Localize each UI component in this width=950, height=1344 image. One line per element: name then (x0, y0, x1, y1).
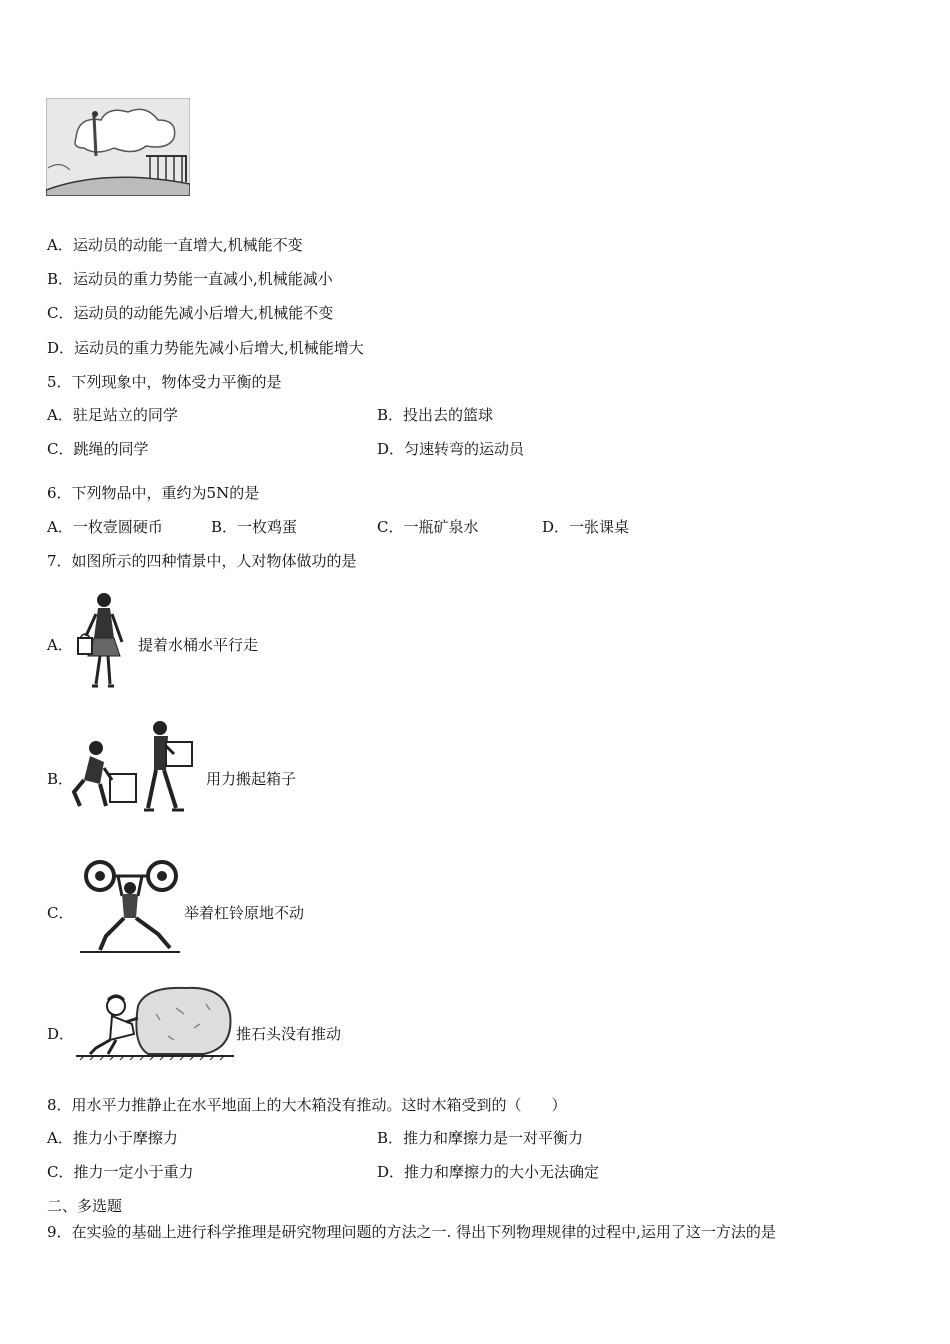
person-lifting-box-figure (70, 718, 200, 812)
q4-option-a: A．运动员的动能一直增大,机械能不变 (47, 236, 303, 254)
q7-option-a-letter: A． (47, 636, 73, 654)
q6-option-d: D．一张课桌 (542, 518, 630, 536)
q5-stem: 5．下列现象中，物体受力平衡的是 (47, 373, 282, 391)
q8-option-a: A．推力小于摩擦力 (47, 1129, 178, 1147)
q6-stem: 6．下列物品中，重约为5N的是 (47, 484, 260, 502)
person-carrying-bucket-figure (76, 590, 132, 690)
q7-option-a-caption: 提着水桶水平行走 (138, 636, 259, 654)
q8-option-d: D．推力和摩擦力的大小无法确定 (377, 1163, 600, 1181)
q8-option-c: C．推力一定小于重力 (47, 1163, 194, 1181)
q6-option-a: A．一枚壹圆硬币 (47, 518, 163, 536)
q5-option-d: D．匀速转弯的运动员 (377, 440, 525, 458)
q7-option-b-caption: 用力搬起箱子 (206, 770, 297, 788)
section-title: 二、多选题 (47, 1197, 123, 1215)
q4-option-c: C．运动员的动能先减小后增大,机械能不变 (47, 304, 334, 322)
q7-option-b-letter: B． (47, 770, 74, 788)
q7-option-d-caption: 推石头没有推动 (236, 1025, 342, 1043)
q8-option-b: B．推力和摩擦力是一对平衡力 (377, 1129, 584, 1147)
q6-option-b: B．一枚鸡蛋 (211, 518, 298, 536)
q5-option-c: C．跳绳的同学 (47, 440, 149, 458)
q7-option-c-caption: 举着杠铃原地不动 (184, 904, 305, 922)
q4-option-d: D．运动员的重力势能先减小后增大,机械能增大 (47, 339, 364, 357)
q9-stem: 9．在实验的基础上进行科学推理是研究物理问题的方法之一. 得出下列物理规律的过程中,运用了这一方法的是 (47, 1223, 776, 1241)
q5-option-b: B．投出去的篮球 (377, 406, 494, 424)
q7-stem: 7．如图所示的四种情景中，人对物体做功的是 (47, 552, 357, 570)
diver-illustration (46, 98, 190, 196)
q7-option-c-letter: C． (47, 904, 74, 922)
q5-option-a: A．驻足站立的同学 (47, 406, 178, 424)
weightlifter-figure (78, 860, 182, 956)
q4-option-b: B．运动员的重力势能一直减小,机械能减小 (47, 270, 333, 288)
person-pushing-rock-figure (76, 984, 234, 1068)
q8-stem: 8．用水平力推静止在水平地面上的大木箱没有推动。这时木箱受到的（ ） (47, 1096, 567, 1114)
q7-option-d-letter: D． (47, 1025, 75, 1043)
q6-option-c: C．一瓶矿泉水 (377, 518, 479, 536)
